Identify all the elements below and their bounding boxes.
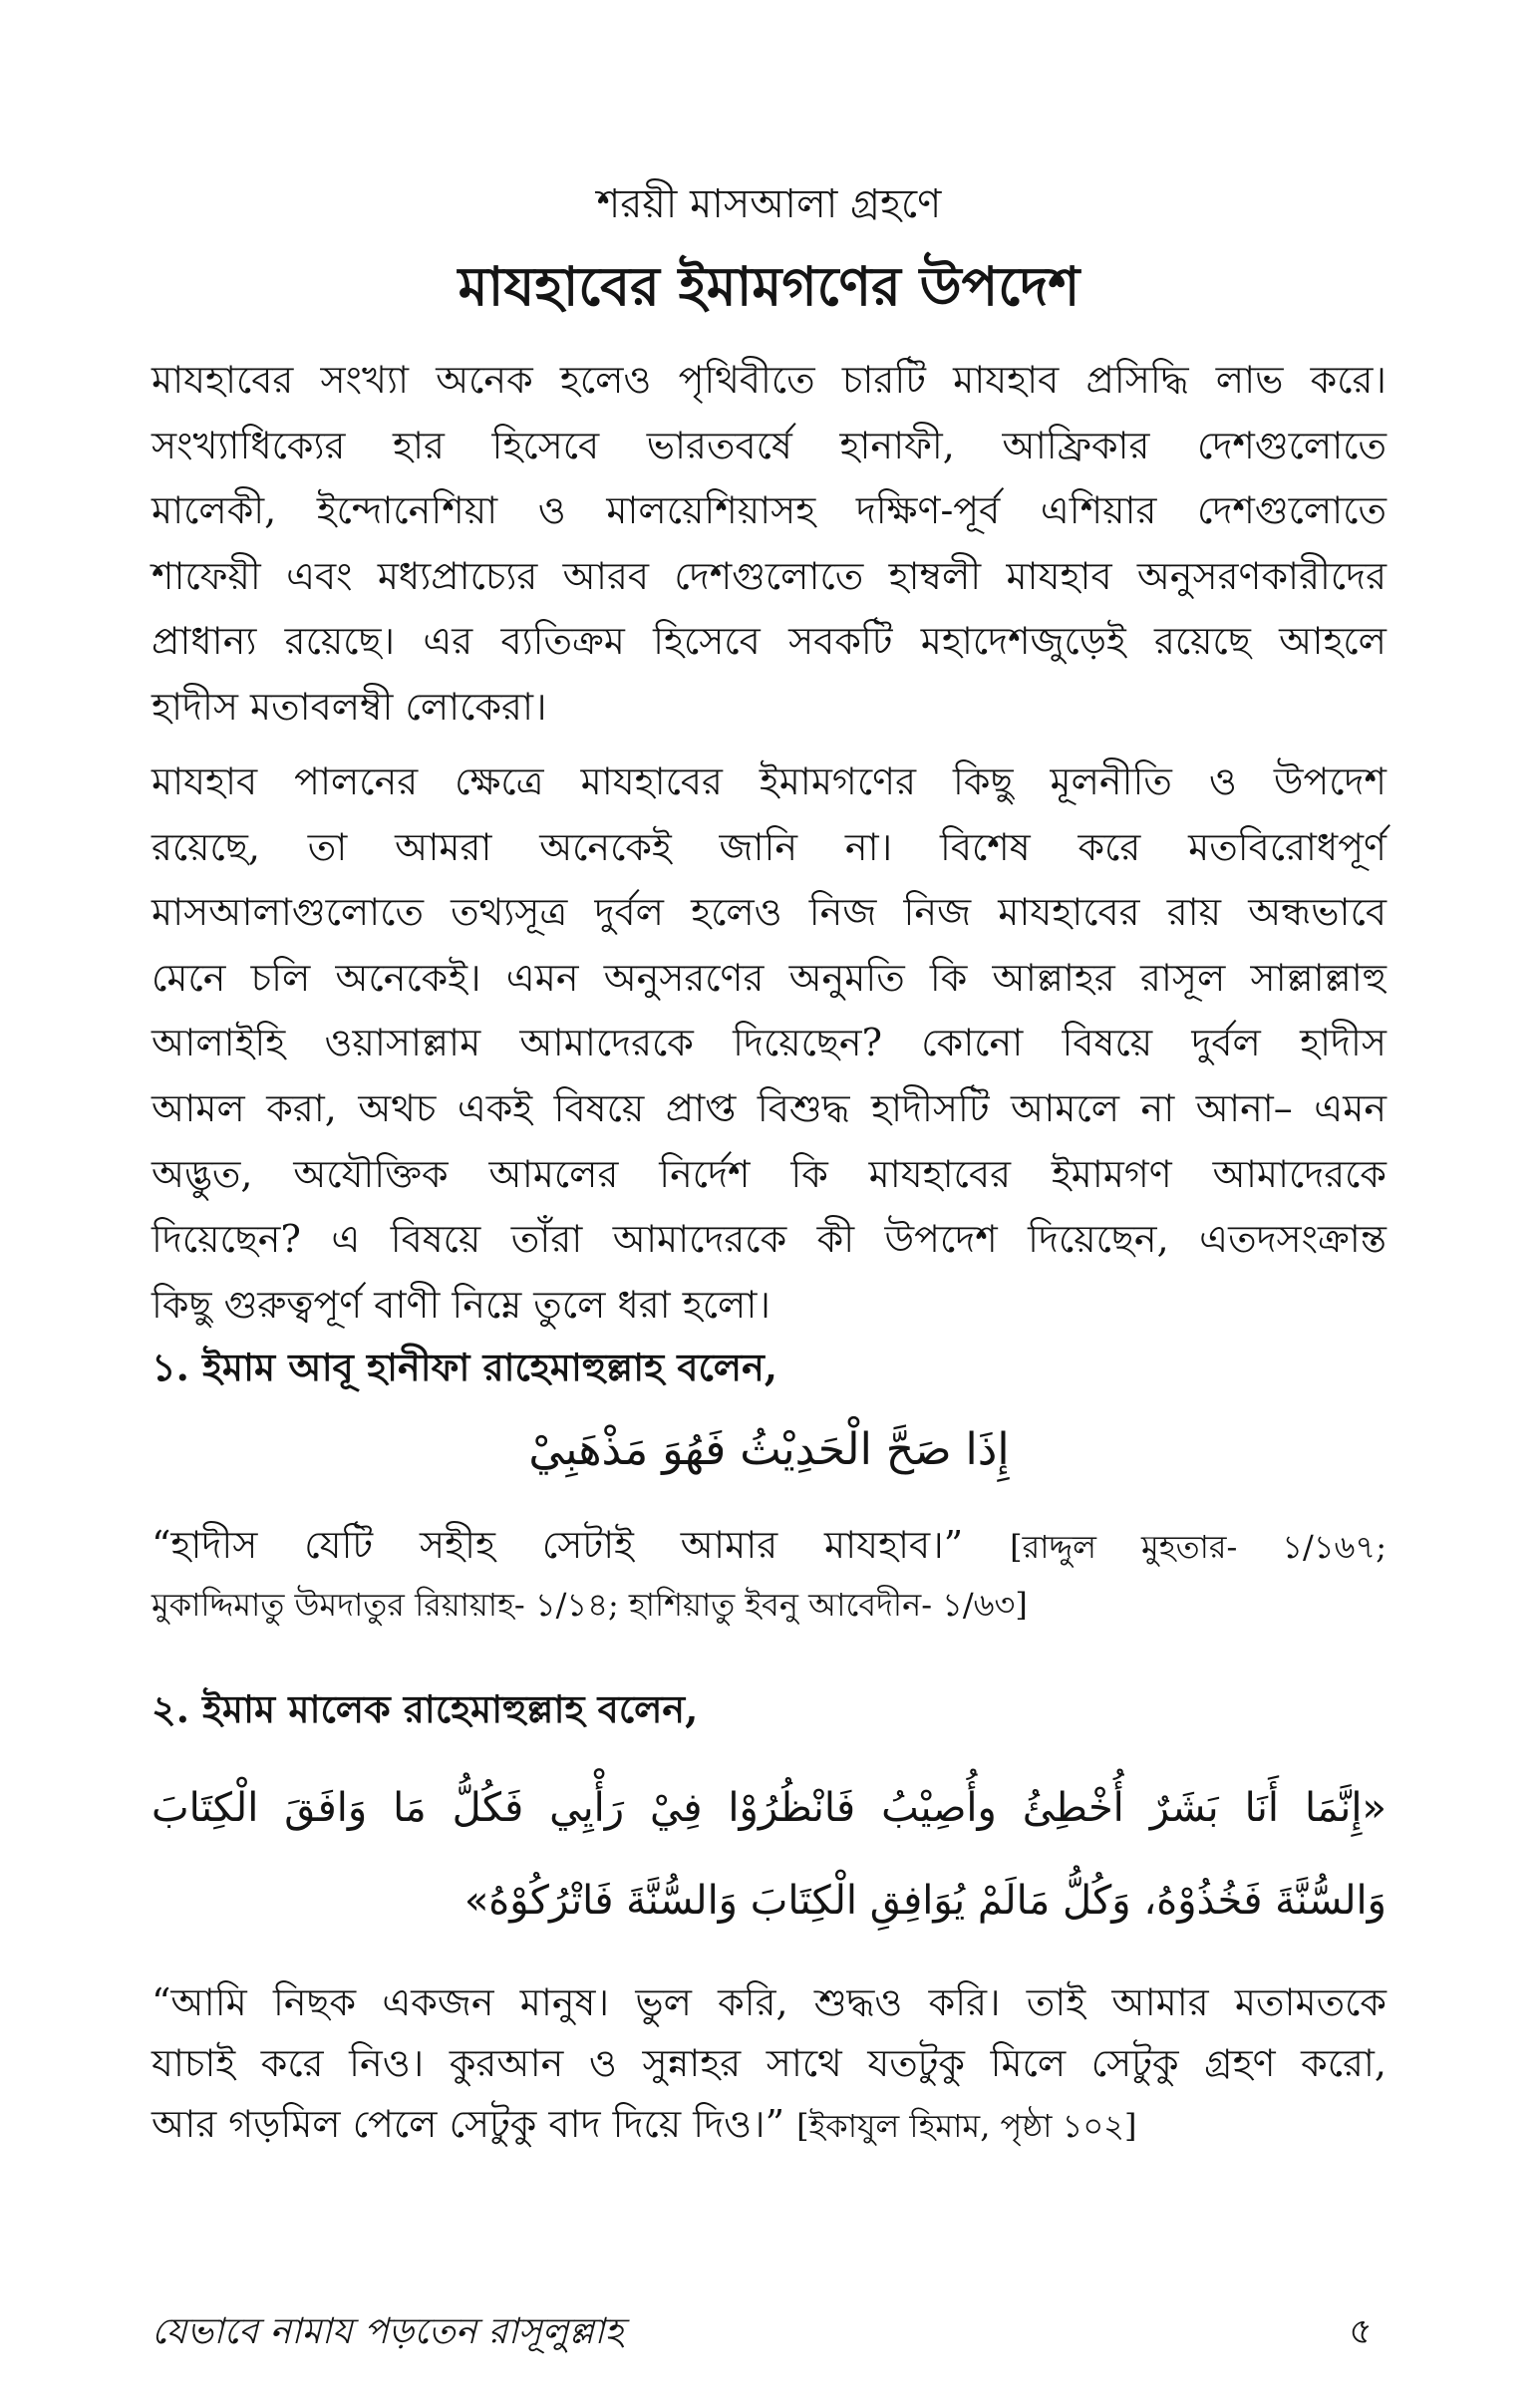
- arabic-quote-malek: [152, 1762, 1386, 1948]
- translation-text: “হাদীস যেটি সহীহ সেটাই আমার মাযহাব।”: [152, 1523, 964, 1567]
- text-line: আমল করা, অথচ একই বিষয়ে প্রাপ্ত বিশুদ্ধ হাদীসটি আমলে না আনা– এমন: [152, 1085, 1386, 1130]
- text-line: মাযহাব পালনের ক্ষেত্রে মাযহাবের ইমামগণের কিছু মূলনীতি ও উপদেশ: [152, 759, 1386, 803]
- chapter-title: মাযহাবের ইমামগণের উপদেশ: [458, 254, 1080, 318]
- text-line: হাদীস মতাবলম্বী লোকেরা।: [152, 684, 547, 729]
- text-line: দিয়েছেন? এ বিষয়ে তাঁরা আমাদেরকে কী উপদেশ দিয়েছেন, এতদসংক্রান্ত: [152, 1217, 1386, 1262]
- text-line: মাসআলাগুলোতে তথ্যসূত্র দুর্বল হলেও নিজ নিজ মাযহাবের রায় অন্ধভাবে: [152, 890, 1386, 935]
- translation-line: [152, 1516, 1386, 1574]
- translation-text: আর গড়মিল পেলে সেটুকু বাদ দিয়ে দিও।”: [152, 2102, 785, 2146]
- intro-paragraph: [152, 348, 1386, 741]
- arabic-line: «إِنَّمَا أَنَا بَشَرٌ أُخْطِئُ وأُصِيْبُ فَانْظُرُوْا فِيْ رَأْيِي فَكُلُّ مَا وَافَقَ الْكِتَابَ: [152, 1785, 1386, 1831]
- translation-abu-hanifa: [152, 1516, 1386, 1632]
- reference-text: মুকাদ্দিমাতু উমদাতুর রিয়ায়াহ- ১/১৪; হাশিয়াতু ইবনু আবেদীন- ১/৬৩]: [152, 1586, 1028, 1624]
- text-line: আলাইহি ওয়াসাল্লাম আমাদেরকে দিয়েছেন? কোনো বিষয়ে দুর্বল হাদীস: [152, 1021, 1386, 1065]
- text-line: কিছু গুরুত্বপূর্ণ বাণী নিম্নে তুলে ধরা হলো।: [152, 1282, 770, 1327]
- translation-line: [152, 1574, 1386, 1632]
- page-number: ৫: [1349, 2311, 1373, 2352]
- translation-malek: [152, 1972, 1386, 2155]
- text-line: সংখ্যাধিক্যের হার হিসেবে ভারতবর্ষে হানাফী, আফ্রিকার দেশগুলোতে: [152, 423, 1386, 467]
- second-paragraph: [152, 750, 1386, 1338]
- text-line: অদ্ভুত, অযৌক্তিক আমলের নির্দেশ কি মাযহাবের ইমামগণ আমাদেরকে: [152, 1151, 1386, 1196]
- translation-line: “আমি নিছক একজন মানুষ। ভুল করি, শুদ্ধও করি। তাই আমার মতামতকে: [152, 1980, 1386, 2024]
- text-line: মেনে চলি অনেকেই। এমন অনুসরণের অনুমতি কি আল্লাহর রাসূল সাল্লাল্লাহু: [152, 955, 1386, 1000]
- translation-line: [152, 2094, 1386, 2155]
- text-line: শাফেয়ী এবং মধ্যপ্রাচ্যের আরব দেশগুলোতে হাম্বলী মাযহাব অনুসরণকারীদের: [152, 553, 1386, 598]
- reference-text: [রাদ্দুল মুহতার- ১/১৬৭;: [1010, 1528, 1386, 1566]
- text-line: রয়েছে, তা আমরা অনেকেই জানি না। বিশেষ করে মতবিরোধপূর্ণ: [152, 824, 1386, 869]
- translation-line: যাচাই করে নিও। কুরআন ও সুন্নাহর সাথে যতটুকু মিলে সেটুকু গ্রহণ করো,: [152, 2041, 1386, 2085]
- text-line: মাযহাবের সংখ্যা অনেক হলেও পৃথিবীতে চারটি মাযহাব প্রসিদ্ধি লাভ করে।: [152, 358, 1386, 402]
- reference-text: [ইকাযুল হিমাম, পৃষ্ঠা ১০২]: [796, 2107, 1137, 2145]
- arabic-line: وَالسُّنَّةَ فَخُذُوْهُ، وَكُلُّ مَالَمْ يُوَافِقِ الْكِتَابَ وَالسُّنَّةَ فَاتْرُكُوْهُ»: [463, 1878, 1386, 1924]
- quote-heading-malek: ২. ইমাম মালেক রাহেমাহুল্লাহ বলেন,: [152, 1686, 699, 1731]
- quote-heading-abu-hanifa: ১. ইমাম আবূ হানীফা রাহেমাহুল্লাহ বলেন,: [152, 1345, 778, 1389]
- chapter-supertitle: শরয়ী মাসআলা গ্রহণে: [596, 181, 942, 227]
- text-line: প্রাধান্য রয়েছে। এর ব্যতিক্রম হিসেবে সবকটি মহাদেশজুড়েই রয়েছে আহলে: [152, 619, 1386, 664]
- running-footer-book-title: যেভাবে নামায পড়তেন রাসূলুল্লাহ: [152, 2311, 624, 2352]
- text-line: মালেকী, ইন্দোনেশিয়া ও মালয়েশিয়াসহ দক্ষিণ-পূর্ব এশিয়ার দেশগুলোতে: [152, 488, 1386, 533]
- arabic-quote-abu-hanifa: إِذَا صَحَّ الْحَدِيْثُ فَهُوَ مَذْهَبِيْ: [528, 1424, 1010, 1475]
